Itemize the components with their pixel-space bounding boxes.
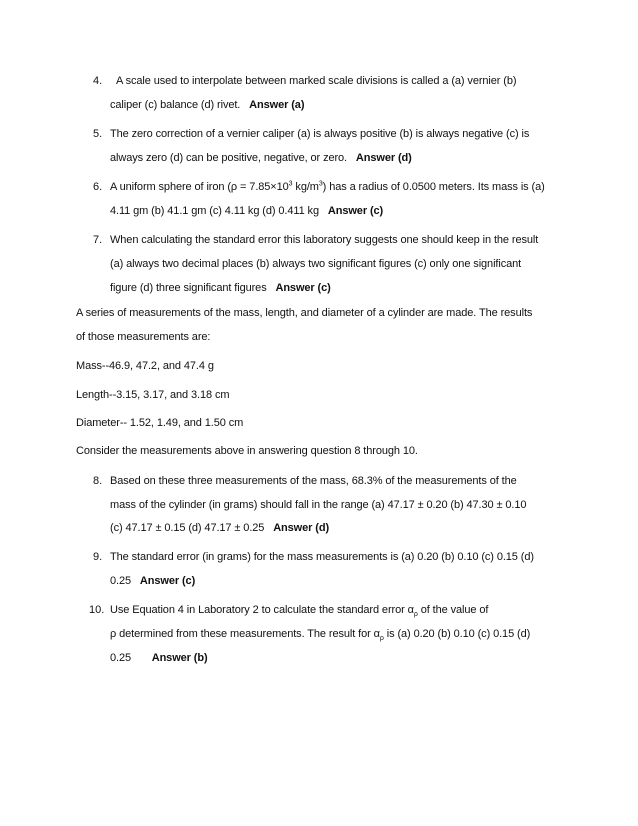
question-6-text-a: A uniform sphere of iron (ρ = 7.85×10: [110, 181, 289, 193]
question-10-text-b: of the value of: [417, 604, 489, 616]
question-5-answer: Answer (d): [355, 152, 412, 164]
question-8-answer: Answer (d): [273, 522, 330, 534]
question-8-line-1: Based on these three measurements of the mass, 68.3% of the measurements of the: [110, 475, 517, 487]
question-9-line-1: The standard error (in grams) for the mass measurements is (a) 0.20 (b) 0.10 (c) 0.15 (d): [110, 551, 534, 563]
question-10-number: 10.: [89, 604, 105, 616]
question-10-line-1: [110, 603, 488, 622]
question-7-line-2: (a) always two decimal places (b) always two significant figures (c) only one significant: [110, 258, 522, 270]
question-7-number: 7.: [93, 234, 103, 246]
question-10-sub-2: ρ: [379, 635, 384, 643]
question-9-line-2: [110, 574, 195, 588]
question-10-line-2: [110, 627, 530, 646]
question-4-answer: Answer (a): [249, 99, 305, 111]
question-9-answer: Answer (c): [139, 575, 196, 587]
intro-line-2: of those measurements are:: [76, 331, 211, 343]
question-6-line-1: [110, 180, 545, 194]
question-6-number: 6.: [93, 181, 103, 193]
question-5-line-1: The zero correction of a vernier caliper (a) is always positive (b) is always negative (c) is: [110, 128, 530, 140]
question-9-text: 0.25: [110, 575, 132, 587]
question-7-text: figure (d) three significant figures: [110, 282, 267, 294]
question-4-line-2: [110, 98, 304, 112]
question-8-text: (c) 47.17 ± 0.15 (d) 47.17 ± 0.25: [110, 522, 265, 534]
question-6-text-2: 4.11 gm (b) 41.1 gm (c) 4.11 kg (d) 0.411 kg: [110, 205, 319, 217]
question-8-number: 8.: [93, 475, 103, 487]
measurement-length: Length--3.15, 3.17, and 3.18 cm: [76, 389, 230, 401]
question-10-sub-1: ρ: [413, 611, 418, 619]
question-6-text-b: kg/m: [292, 181, 319, 193]
question-8-line-2: mass of the cylinder (in grams) should fall in the range (a) 47.17 ± 0.20 (b) 47.30 ± 0.10: [110, 499, 527, 511]
intro-line-1: A series of measurements of the mass, length, and diameter of a cylinder are made. The results: [76, 307, 533, 319]
question-7-line-3: [110, 281, 331, 295]
measurement-diameter: Diameter-- 1.52, 1.49, and 1.50 cm: [76, 417, 244, 429]
question-9-number: 9.: [93, 551, 103, 563]
question-6-text-c: ) has a radius of 0.0500 meters. Its mass is (a): [322, 181, 545, 193]
question-8-line-3: [110, 521, 329, 535]
question-6-exp-2: 3: [318, 180, 323, 188]
question-7-answer: Answer (c): [275, 282, 331, 294]
question-10-text-e: 0.25: [110, 652, 132, 664]
question-4-number: 4.: [93, 75, 103, 87]
question-5-line-2: [110, 151, 412, 165]
question-10-text-d: is (a) 0.20 (b) 0.10 (c) 0.15 (d): [383, 628, 531, 640]
question-7-line-1: When calculating the standard error this laboratory suggests one should keep in the result: [110, 234, 539, 246]
consider-note: Consider the measurements above in answering question 8 through 10.: [76, 445, 418, 457]
question-10-line-3: [110, 651, 208, 665]
measurement-mass: Mass--46.9, 47.2, and 47.4 g: [76, 360, 214, 372]
question-10-text-a: Use Equation 4 in Laboratory 2 to calculate the standard error α: [110, 604, 414, 616]
question-6-answer: Answer (c): [327, 205, 384, 217]
question-5-number: 5.: [93, 128, 103, 140]
question-6-line-2: [110, 204, 383, 218]
question-10-text-c: ρ determined from these measurements. The result for α: [110, 628, 380, 640]
question-4-text: caliper (c) balance (d) rivet.: [110, 99, 241, 111]
question-4-line-1: A scale used to interpolate between marked scale divisions is called a (a) vernier (b): [116, 75, 517, 87]
question-5-text: always zero (d) can be positive, negative, or zero.: [110, 152, 348, 164]
question-6-exp-1: 3: [288, 180, 293, 188]
question-10-answer: Answer (b): [151, 652, 208, 664]
